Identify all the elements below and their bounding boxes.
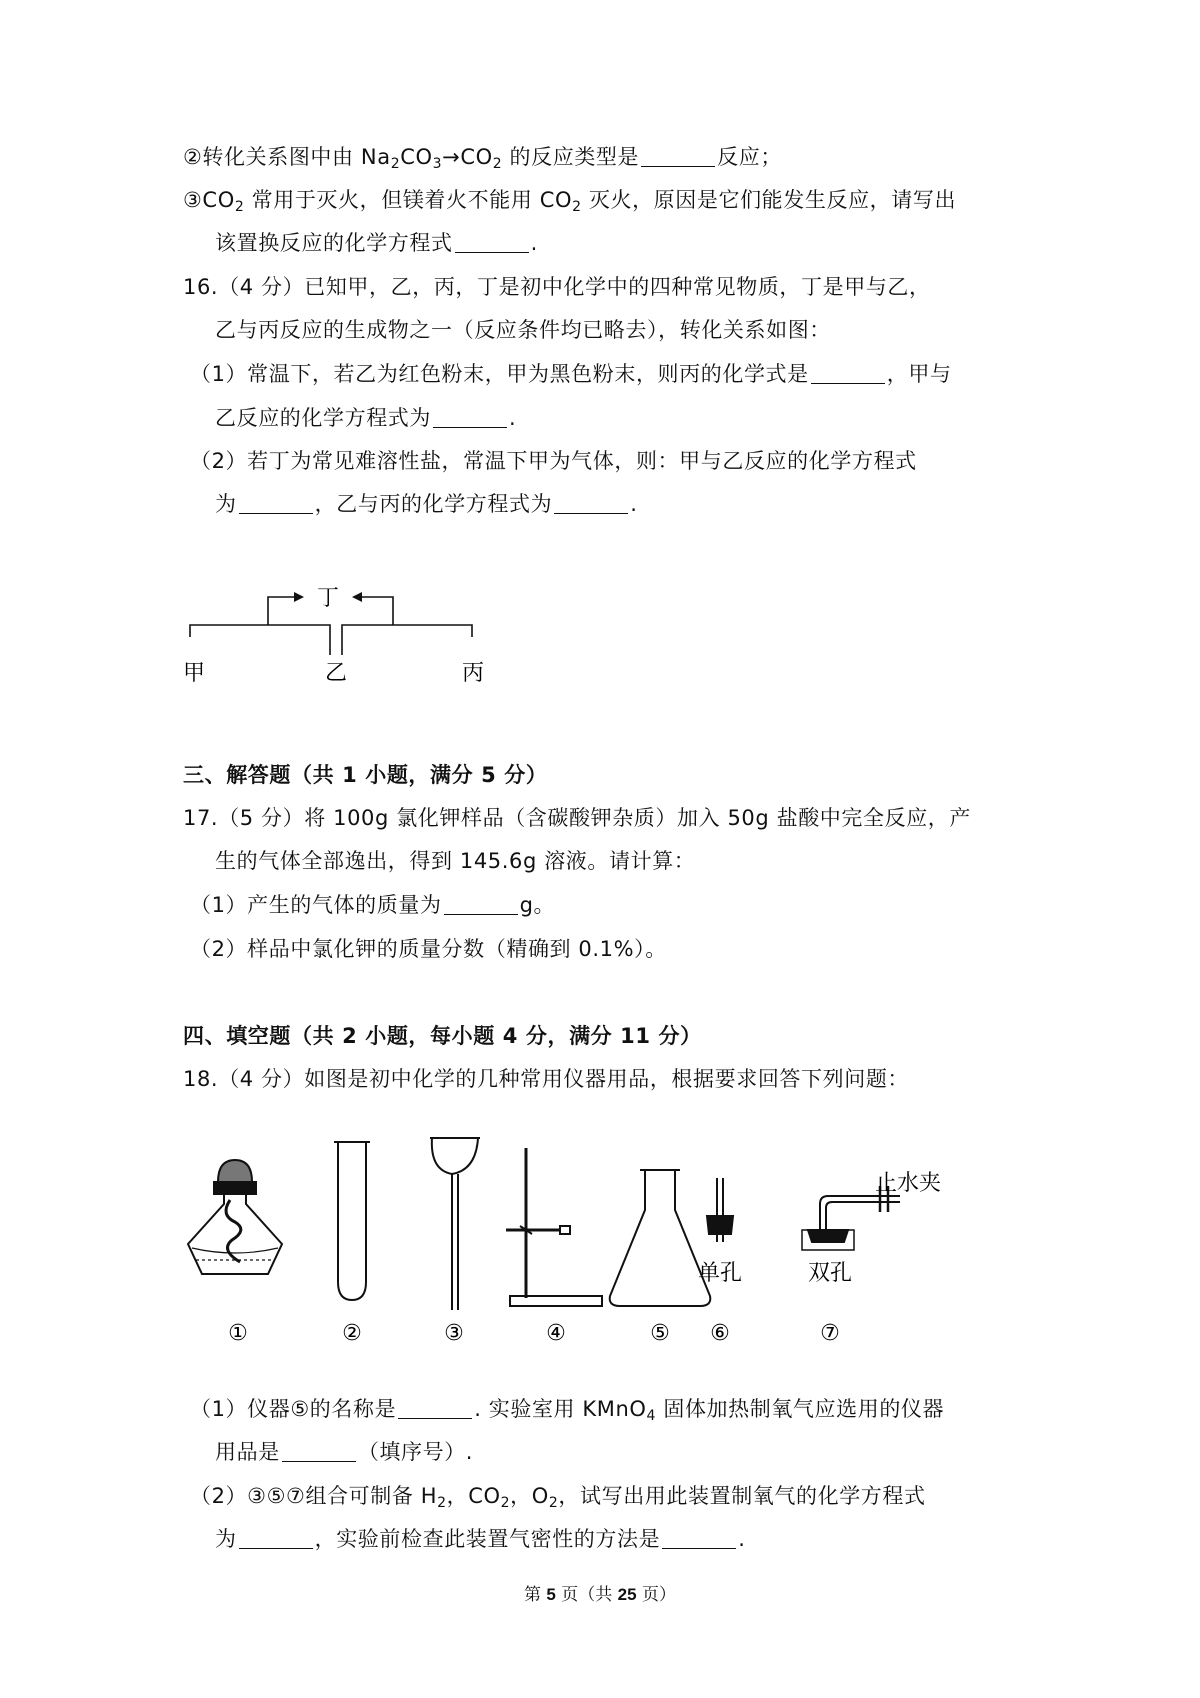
subscript: 2 [234, 199, 245, 215]
text: 的反应类型是 [502, 145, 640, 169]
apparatus-label-5: ⑤ [650, 1321, 670, 1346]
subscript: 3 [432, 156, 443, 172]
subscript: 2 [572, 199, 582, 215]
q18-part1-line2 [215, 1437, 473, 1467]
q16-stem-line1: 16.（4 分）已知甲，乙，丙，丁是初中化学中的四种常见物质，丁是甲与乙， [183, 275, 931, 299]
arrow: → [442, 145, 461, 169]
text: ，甲与 [886, 362, 952, 386]
text: ，O [510, 1484, 549, 1508]
text: 第 [523, 1585, 547, 1605]
q16-part2-line2 [215, 489, 638, 519]
text: . [630, 492, 638, 516]
apparatus-label-3: ③ [444, 1321, 464, 1346]
q17-stem-line1: 17.（5 分）将 100g 氯化钾样品（含碳酸钾杂质）加入 50g 盐酸中完全反应，产 [183, 806, 971, 830]
text: 用品是 [215, 1440, 280, 1464]
total-pages: 25 [617, 1585, 637, 1604]
single-hole-stopper-icon [707, 1178, 733, 1242]
q17-stem-line2: 生的气体全部逸出，得到 145.6g 溶液。请计算： [215, 849, 696, 873]
q15-item2 [183, 142, 782, 179]
text: ②转化关系图中由 Na [183, 145, 391, 169]
label-jia: 甲 [182, 661, 206, 686]
text: ，试写出用此装置制氧气的化学方程式 [558, 1484, 926, 1508]
text: g。 [519, 893, 556, 917]
text: （填序号）. [357, 1440, 474, 1464]
double-hole-label: 双孔 [807, 1261, 853, 1286]
answer-blank [641, 144, 715, 167]
text: CO [400, 145, 433, 169]
text: 固体加热制氧气应选用的仪器 [656, 1397, 945, 1421]
q15-item3-line2 [215, 228, 538, 258]
text: 该置换反应的化学方程式 [215, 231, 453, 255]
subscript: 4 [646, 1408, 657, 1424]
answer-blank [662, 1526, 736, 1549]
alcohol-lamp-icon [188, 1160, 282, 1274]
subscript: 2 [500, 1495, 511, 1511]
text: . 实验室用 KMnO [474, 1397, 647, 1421]
test-tube-icon [338, 1142, 366, 1300]
text: （1）产生的气体的质量为 [190, 893, 442, 917]
page-number: 5 [546, 1585, 556, 1604]
clamp-label: 止水夹 [874, 1171, 942, 1196]
text: ，实验前检查此装置气密性的方法是 [314, 1527, 661, 1551]
text: （2）③⑤⑦组合可制备 H [190, 1484, 438, 1508]
iron-stand-icon [506, 1148, 602, 1306]
jia-yi-bracket [190, 625, 330, 655]
text: 常用于灭火，但镁着火不能用 CO [244, 188, 573, 212]
yi-bing-bracket [342, 625, 472, 655]
text: . [509, 406, 517, 430]
conical-flask-icon [610, 1170, 711, 1306]
text: 页（共 [555, 1585, 618, 1605]
answer-blank [444, 892, 518, 915]
text: （1）仪器⑤的名称是 [190, 1397, 397, 1421]
label-yi: 乙 [324, 661, 348, 686]
page-footer [0, 1580, 1200, 1605]
q16-part2-line1: （2）若丁为常见难溶性盐，常温下甲为气体，则：甲与乙反应的化学方程式 [190, 449, 917, 473]
q16-stem-line2: 乙与丙反应的生成物之一（反应条件均已略去），转化关系如图： [215, 318, 831, 342]
text: 灭火，原因是它们能发生反应，请写出 [581, 188, 957, 212]
subscript: 2 [548, 1495, 559, 1511]
q17-part2: （2）样品中氯化钾的质量分数（精确到 0.1%）。 [190, 937, 667, 961]
answer-blank [554, 491, 628, 514]
apparatus-figure [180, 1130, 1010, 1360]
q16-relation-diagram [180, 575, 500, 695]
text: CO [460, 145, 493, 169]
apparatus-label-7: ⑦ [820, 1321, 840, 1346]
single-hole-label: 单孔 [697, 1261, 743, 1286]
text: . [530, 231, 538, 255]
text: （1）常温下，若乙为红色粉末，甲为黑色粉末，则丙的化学式是 [190, 362, 809, 386]
answer-blank [239, 1526, 313, 1549]
q15-item3-line1 [183, 185, 956, 222]
text: ③CO [183, 188, 235, 212]
apparatus-label-1: ① [228, 1321, 248, 1346]
apparatus-label-2: ② [342, 1321, 362, 1346]
q18-part1-line1 [190, 1394, 944, 1431]
section3-heading: 三、解答题（共 1 小题，满分 5 分） [183, 763, 548, 787]
answer-blank [239, 491, 313, 514]
subscript: 2 [390, 156, 401, 172]
answer-blank [398, 1396, 472, 1419]
label-ding: 丁 [316, 586, 340, 611]
arrowhead-right [352, 592, 362, 602]
text: 为 [215, 492, 237, 516]
text: ，CO [446, 1484, 501, 1508]
subscript: 2 [492, 156, 503, 172]
q18-part2-line1 [190, 1481, 926, 1518]
arrow-line-right [358, 597, 393, 625]
text: 乙反应的化学方程式为 [215, 406, 431, 430]
q16-part1-line1 [190, 359, 952, 389]
text: ，乙与丙的化学方程式为 [314, 492, 553, 516]
apparatus-label-4: ④ [546, 1321, 566, 1346]
arrow-line-left [268, 597, 298, 625]
q16-part1-line2 [215, 403, 516, 433]
answer-blank [455, 230, 529, 253]
q18-part2-line2 [215, 1524, 746, 1554]
subscript: 2 [437, 1495, 447, 1511]
answer-blank [811, 361, 885, 384]
long-neck-funnel-icon [430, 1138, 480, 1310]
apparatus-label-6: ⑥ [710, 1321, 730, 1346]
answer-blank [433, 405, 507, 428]
answer-blank [282, 1439, 356, 1462]
label-bing: 丙 [461, 661, 485, 686]
text: . [738, 1527, 746, 1551]
arrowhead-left [294, 592, 304, 602]
text: 反应； [717, 145, 782, 169]
text: 页） [636, 1585, 676, 1605]
q18-stem: 18.（4 分）如图是初中化学的几种常用仪器用品，根据要求回答下列问题： [183, 1067, 910, 1091]
q17-part1 [190, 890, 555, 920]
text: 为 [215, 1527, 237, 1551]
section4-heading: 四、填空题（共 2 小题，每小题 4 分，满分 11 分） [183, 1024, 702, 1048]
